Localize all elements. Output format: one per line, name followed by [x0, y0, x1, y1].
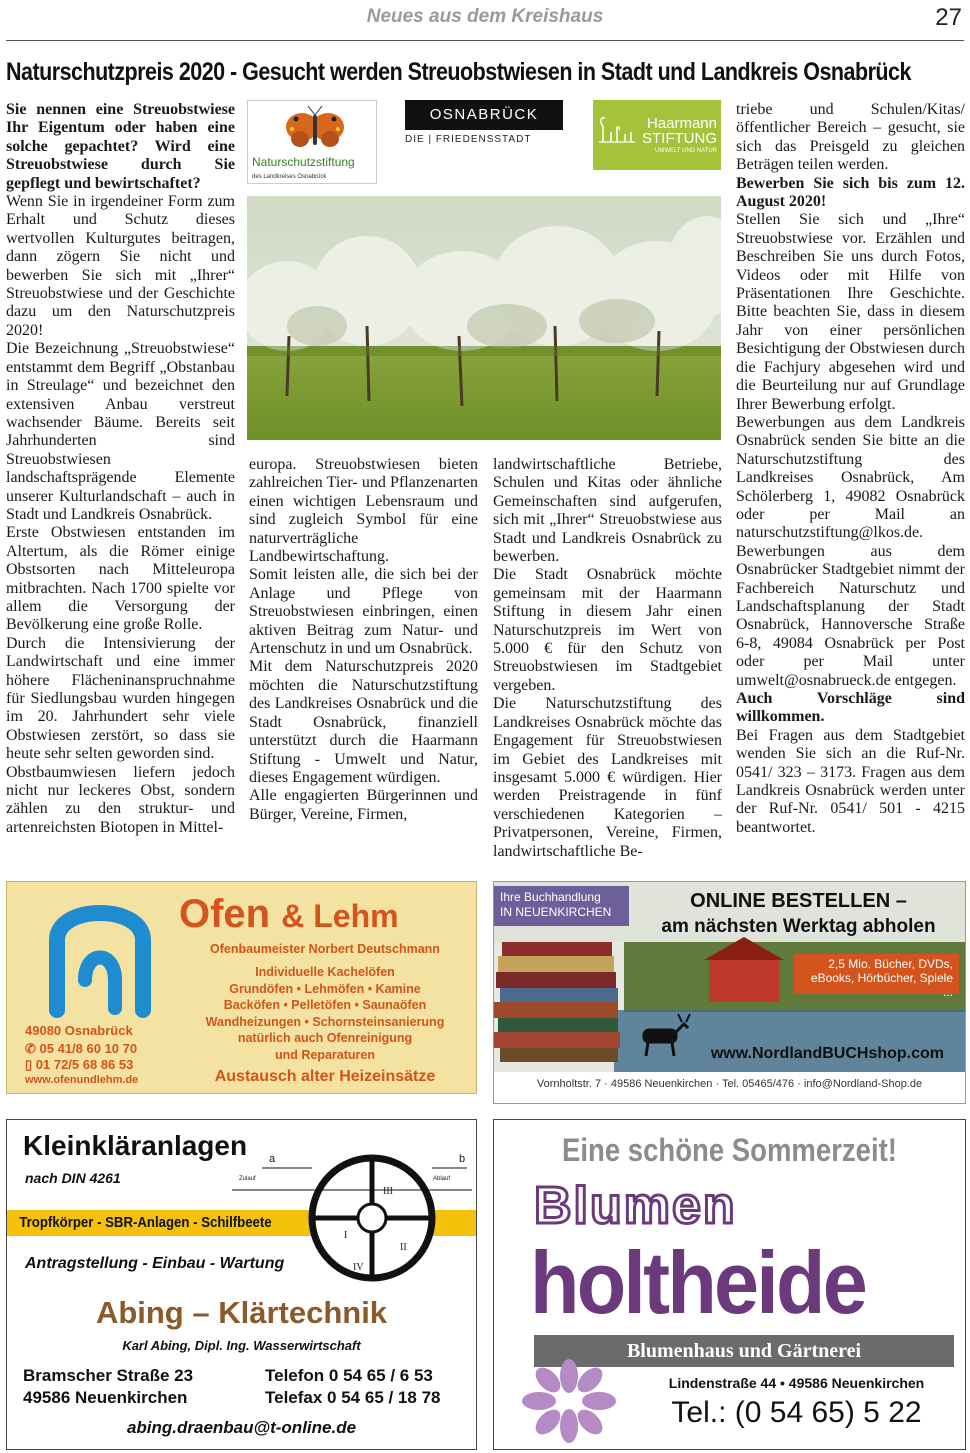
- klaer-tel: Telefon 0 54 65 / 6 53: [265, 1366, 433, 1385]
- buch-website[interactable]: www.NordlandBUCHshop.com: [710, 1045, 944, 1062]
- mobile-icon: ▯: [25, 1057, 36, 1072]
- phone-number: 05 41/8 60 10 70: [39, 1041, 138, 1056]
- tag-line-2: IN NEUENKIRCHEN: [500, 905, 612, 919]
- ofen-brand: [179, 892, 399, 937]
- klaer-company: Abing – Klärtechnik: [95, 1295, 388, 1330]
- service-line: und Reparaturen: [274, 1047, 375, 1062]
- ofen-slogan: Austausch alter Heizeinsätze: [214, 1068, 436, 1085]
- ad-nordland-buchshop: [493, 881, 966, 1104]
- article-column-1: [6, 101, 235, 837]
- blumen-top-line: Eine schöne Sommerzeit!: [562, 1132, 897, 1168]
- ad-blumen-holtheide: [493, 1119, 966, 1450]
- paragraph: Durch die Intensivierung der Landwirtschaft und eine immer höhere Flächeninanspruchnahme für Siedlungsbau wurden hingegen im 20. Jahrhundert sehr viele Obstwiesen zerstört, so dass sie heute sehr selten geworden sind.: [6, 634, 235, 763]
- books-stack-icon: [494, 942, 620, 1062]
- header-divider: [6, 40, 964, 41]
- paragraph: Bei Fragen aus dem Stadtgebiet wenden Sie sich an die Ruf-Nr. 0541/ 323 – 3173. Fragen aus dem Landkreis Osnabrück werden unter der Ruf-Nr. 0541/ 501 - 4215 beantwortet.: [736, 726, 965, 836]
- klaer-din: nach DIN 4261: [25, 1170, 121, 1186]
- ofen-services: [175, 964, 475, 1063]
- ad-ofen-und-lehm: [6, 881, 477, 1094]
- page-number: 27: [935, 4, 962, 31]
- service-line: Wandheizungen • Schornsteinsanierung: [205, 1014, 445, 1029]
- ofen-master: Ofenbaumeister Norbert Deutschmann: [210, 942, 440, 956]
- klaer-services: Antragstellung - Einbau - Wartung: [25, 1255, 285, 1272]
- service-line: natürlich auch Ofenreinigung: [237, 1031, 413, 1045]
- holtheide-word: holtheide: [530, 1233, 865, 1332]
- orchard-photo: [247, 196, 721, 440]
- buchhandlung-tag: [494, 886, 629, 926]
- diagram-label-a: a: [269, 1153, 276, 1165]
- article-headline: Naturschutzpreis 2020 - Gesucht werden Streuobstwiesen in Stadt und Landkreis Osnabrück: [6, 58, 911, 86]
- badge-line-1: 2,5 Mio. Bücher, DVDs,: [828, 957, 953, 971]
- diagram-label-ablauf: Ablauf: [433, 1176, 451, 1182]
- paragraph: Mit dem Naturschutzpreis 2020 möchten die Naturschutzstiftung des Landkreises Osnabrück und die Stadt Osnabrück, finanziell unterstützt durch die Haarmann Stiftung - Umwelt und Natur, dieses Engagement würdigen.: [249, 658, 478, 786]
- paragraph: triebe und Schulen/Kitas/öffentlicher Bereich – gesucht, sie sich das Preisgeld zu gleichen Beträgen teilen werden.: [736, 101, 965, 174]
- diagram-label-zulauf: Zulauf: [239, 1176, 256, 1182]
- paragraph: europa. Streuobstwiesen bieten zahlreichen Tier- und Pflanzenarten einen wichtigen Lebensraum und sind zugleich Symbol für eine naturverträgliche Landbewirtschaftung.: [249, 456, 478, 566]
- tree-outline-icon: [597, 108, 637, 148]
- blumen-phone: Tel.: (0 54 65) 5 22: [671, 1396, 922, 1429]
- paragraph: Wenn Sie in irgendeiner Form zum Erhalt und Schutz dieses wertvollen Kulturgutes beitragen, dann zögern Sie nicht und bewerben Sie sich mit „Ihrer“ Streuobstwiese und der Geschichte dazu um den Naturschutzpreis 2020!: [6, 193, 235, 339]
- ad-abing-klaertechnik: [6, 1119, 477, 1450]
- diagram-roman-4: IV: [353, 1262, 364, 1273]
- logo-text: Naturschutzstiftung: [252, 155, 355, 169]
- logo-text: [642, 116, 717, 146]
- logo-subtext: DIE | FRIEDENSSTADT: [405, 134, 532, 145]
- logo-subtext: des Landkreises Osnabrück: [252, 174, 327, 180]
- section-title: Neues aus dem Kreishaus: [366, 6, 604, 27]
- diagram-roman-3: III: [383, 1186, 393, 1197]
- paragraph: Bewerbungen aus dem Landkreis Osnabrück senden Sie bitte an die Naturschutzstiftung des Landkreises Osnabrück, Am Schölerberg 1, 49082 Osnabrück oder per Mail an naturschutzstiftung@lkos.de.: [736, 413, 965, 542]
- logo-text: OSNABRÜCK: [405, 100, 563, 130]
- diagram-roman-1: I: [344, 1230, 348, 1241]
- klaer-title: Kleinkläranlagen: [23, 1130, 248, 1161]
- tag-line-1: Ihre Buchhandlung: [500, 890, 601, 904]
- paragraph: Die Naturschutzstiftung des Landkreises Osnabrück möchte das Engagement für Streuobstwiesen im Gebiet des Landkreises mit insgesamt 5.000 € würdigen. Hier werden Preistragende in fünf verschiedenen Kategorien – Privatpersonen, Vereine, Firmen, landwirtschaftliche Be-: [493, 695, 722, 860]
- flower-icon: [514, 1356, 624, 1446]
- butterfly-icon: [248, 103, 376, 153]
- band-text: Tropfkörper - SBR-Anlagen - Schilfbeete: [19, 1214, 272, 1231]
- deadline-callout: Bewerben Sie sich bis zum 12. August 2020!: [736, 174, 965, 211]
- ofen-city: 49080 Osnabrück: [25, 1023, 133, 1038]
- klaer-street: Bramscher Straße 23: [23, 1366, 194, 1385]
- phone-icon: ✆: [25, 1041, 40, 1056]
- diagram-roman-2: II: [400, 1242, 407, 1253]
- article-column-2: [249, 456, 478, 824]
- logo-subtext: UMWELT UND NATUR: [655, 148, 717, 154]
- paragraph: Die Bezeichnung „Streuobstwiese“ entstammt dem Begriff „Obstanbau in Streulage“ und bezeichnet den extensiven Anbau verstreut wachsender Bäume. Bereits seit Jahrhunderten sind Streuobstwiesen landschaftsprägende Elemente unserer Kulturlandschaft – auch in Stadt und Landkreis Osnabrück.: [6, 340, 235, 523]
- ofen-logo-icon: [35, 890, 165, 1030]
- paragraph: landwirtschaftliche Betriebe, Schulen und Kitas oder ähnliche Gemeinschaften sind aufgerufen, sich mit „Ihrer“ Streuobstwiese aus Stadt und Landkreis Osnabrück zu bewerben.: [493, 456, 722, 566]
- service-line: Individuelle Kachelöfen: [255, 965, 395, 979]
- paragraph: Bewerbungen aus dem Osnabrücker Stadtgebiet nimmt der Fachbereich Naturschutz und Landschaftsplanung der Stadt Osnabrück, Hannoversche Straße 6-8, 49084 Osnabrück per Post oder per Mail unter umwelt@osnabrueck.de entgegen.: [736, 542, 965, 689]
- buch-subheadline: am nächsten Werktag abholen: [661, 916, 936, 937]
- band-text: Blumenhaus und Gärtnerei: [626, 1340, 862, 1362]
- service-line: Grundöfen • Lehmöfen • Kamine: [229, 981, 421, 996]
- naturschutzstiftung-logo: [247, 100, 377, 184]
- logo-text-line-1: Haarmann: [646, 115, 717, 132]
- buch-headline: ONLINE BESTELLEN –: [690, 890, 907, 912]
- buch-badge: [794, 954, 959, 999]
- mobile-number: 01 72/5 68 86 53: [35, 1057, 134, 1072]
- osnabrueck-logo: [405, 100, 563, 152]
- klaer-person: Karl Abing, Dipl. Ing. Wasserwirtschaft: [122, 1338, 361, 1353]
- brand-part-2: & Lehm: [281, 898, 399, 934]
- logo-text-line-2: STIFTUNG: [642, 130, 717, 147]
- paragraph: Alle engagierten Bürgerinnen und Bürger, Vereine, Firmen,: [249, 787, 478, 823]
- ofen-mobile: [25, 1057, 133, 1073]
- haarmann-stiftung-logo: [593, 100, 721, 170]
- klaer-zip: 49586 Neuenkirchen: [23, 1388, 188, 1407]
- blumen-address: Lindenstraße 44 • 49586 Neuenkirchen: [668, 1375, 925, 1391]
- badge-line-2: eBooks, Hörbücher, Spiele ...: [810, 971, 953, 999]
- paragraph: Stellen Sie sich und „Ihre“ Streuobstwiese vor. Erzählen und Beschreiben Sie uns durch Fotos, Videos oder mit Hilfe von Präsentationen Ihre Geschichte. Bitte beachten Sie, dass in diesem Jahr von einer persönlichen Besichtigung der Obstwiesen durch die Fachjury abgesehen wird und die Beurteilung nur auf Grundlage Ihrer Bewerbung erfolgt.: [736, 211, 965, 413]
- paragraph: Erste Obstwiesen entstanden im Altertum, als die Römer einige Obstsorten nach Mitteleuropa mitbrachten. Nach 1700 spielte vor allem die Versorgung der Bevölkerung eine große Rolle.: [6, 524, 235, 634]
- paragraph: Die Stadt Osnabrück möchte gemeinsam mit der Haarmann Stiftung in diesem Jahr einen Naturschutzpreis im Wert von 5.000 € für den Schutz von Streuobstwiesen im Stadtgebiet vergeben.: [493, 566, 722, 694]
- buch-address: Vornholtstr. 7 · 49586 Neuenkirchen · Tel. 05465/476 · info@Nordland-Shop.de: [536, 1078, 923, 1090]
- article-column-4: [736, 101, 965, 837]
- article-lead: Sie nennen eine Streuobstwiese Ihr Eigentum oder haben eine solche gepachtet? Wird eine Streuobstwiese durch Sie gepflegt und bewirtschaftet?: [6, 101, 235, 192]
- proposals-callout: Auch Vorschläge sind willkommen.: [736, 690, 965, 726]
- ofen-website[interactable]: www.ofenundlehm.de: [25, 1074, 139, 1086]
- service-line: Backöfen • Pelletöfen • Saunaöfen: [223, 998, 427, 1012]
- ofen-phone: [25, 1041, 137, 1057]
- paragraph: Somit leisten alle, die sich bei der Anlage und Pflege von Streuobstwiesen einbringen, einen aktiven Beitrag zum Natur- und Artenschutz in und um Osnabrück.: [249, 566, 478, 658]
- article-column-3: [493, 456, 722, 861]
- blumen-word: Blumen: [534, 1177, 737, 1235]
- klaer-email[interactable]: abing.draenbau@t-online.de: [126, 1418, 357, 1437]
- diagram-label-b: b: [459, 1153, 466, 1165]
- brand-part-1: Ofen: [179, 892, 271, 936]
- paragraph: Obstbaumwiesen liefern jedoch nicht nur leckeres Obst, sondern zählen zu den struktur- und artenreichsten Biotopen in Mittel-: [6, 763, 235, 836]
- klaer-fax: Telefax 0 54 65 / 18 78: [265, 1388, 441, 1407]
